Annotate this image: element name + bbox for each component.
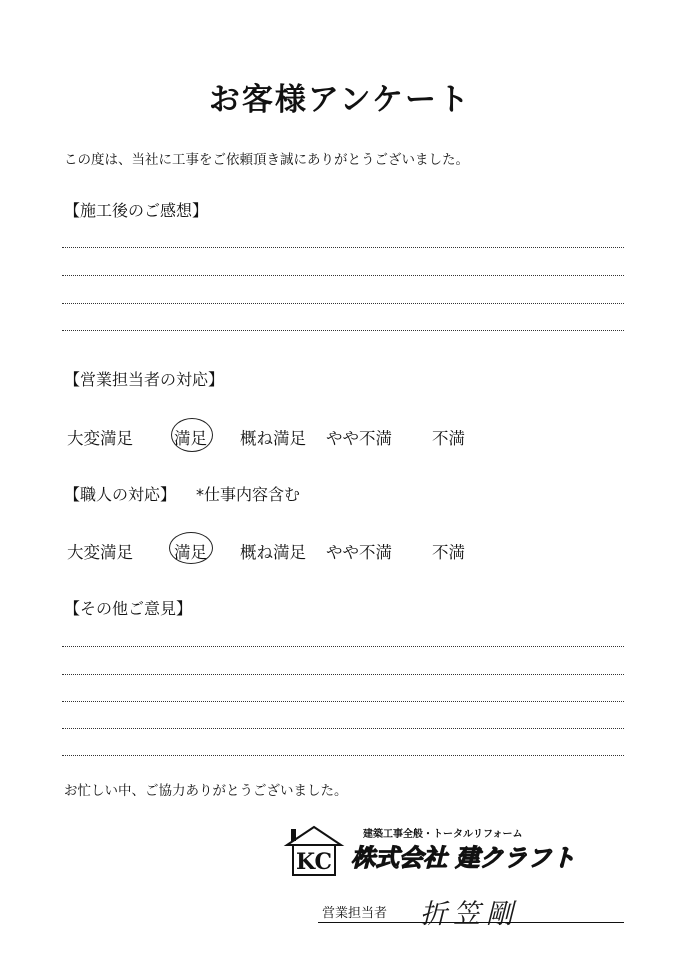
sales-heading: 【営業担当者の対応】 bbox=[64, 370, 225, 389]
closing-text: お忙しい中、ご協力ありがとうございました。 bbox=[64, 783, 348, 799]
other-line-3[interactable] bbox=[62, 701, 624, 702]
sales-option-very-satisfied[interactable]: 大変満足 bbox=[67, 429, 133, 448]
company-logo bbox=[283, 823, 603, 879]
staff-signature: 折笠剛 bbox=[420, 899, 519, 930]
company-tagline: 建築工事全般・トータルリフォーム bbox=[363, 829, 523, 840]
other-heading: 【その他ご意見】 bbox=[64, 599, 193, 618]
page-title: お客様アンケート bbox=[208, 82, 472, 118]
craftsman-option-mostly-satisfied[interactable]: 概ね満足 bbox=[240, 543, 306, 562]
logo-initials: KC bbox=[295, 849, 333, 875]
craftsman-option-very-satisfied[interactable]: 大変満足 bbox=[67, 543, 133, 562]
sales-option-satisfied[interactable]: 満足 bbox=[174, 429, 207, 448]
other-line-1[interactable] bbox=[62, 646, 624, 647]
other-line-2[interactable] bbox=[62, 674, 624, 675]
impressions-line-4[interactable] bbox=[62, 330, 624, 331]
sales-option-mostly-satisfied[interactable]: 概ね満足 bbox=[240, 429, 306, 448]
sales-option-somewhat-dissatisfied[interactable]: やや不満 bbox=[326, 429, 392, 448]
sales-option-dissatisfied[interactable]: 不満 bbox=[432, 429, 465, 448]
craftsman-heading: 【職人の対応】 bbox=[64, 485, 177, 504]
craftsman-option-dissatisfied[interactable]: 不満 bbox=[432, 543, 465, 562]
craftsman-option-somewhat-dissatisfied[interactable]: やや不満 bbox=[326, 543, 392, 562]
other-line-4[interactable] bbox=[62, 728, 624, 729]
craftsman-selected-mark bbox=[169, 532, 213, 564]
intro-text: この度は、当社に工事をご依頼頂き誠にありがとうございました。 bbox=[64, 152, 469, 168]
craftsman-note: *仕事内容含む bbox=[196, 485, 301, 504]
sales-selected-mark bbox=[171, 418, 213, 452]
staff-label: 営業担当者 bbox=[322, 906, 388, 921]
impressions-line-1[interactable] bbox=[62, 247, 624, 248]
signature-line bbox=[318, 922, 624, 923]
company-name: 株式会社 建クラフト bbox=[351, 844, 576, 872]
craftsman-option-satisfied[interactable]: 満足 bbox=[174, 543, 207, 562]
impressions-line-2[interactable] bbox=[62, 275, 624, 276]
impressions-heading: 【施工後のご感想】 bbox=[64, 201, 209, 220]
impressions-line-3[interactable] bbox=[62, 303, 624, 304]
other-line-5[interactable] bbox=[62, 755, 624, 756]
